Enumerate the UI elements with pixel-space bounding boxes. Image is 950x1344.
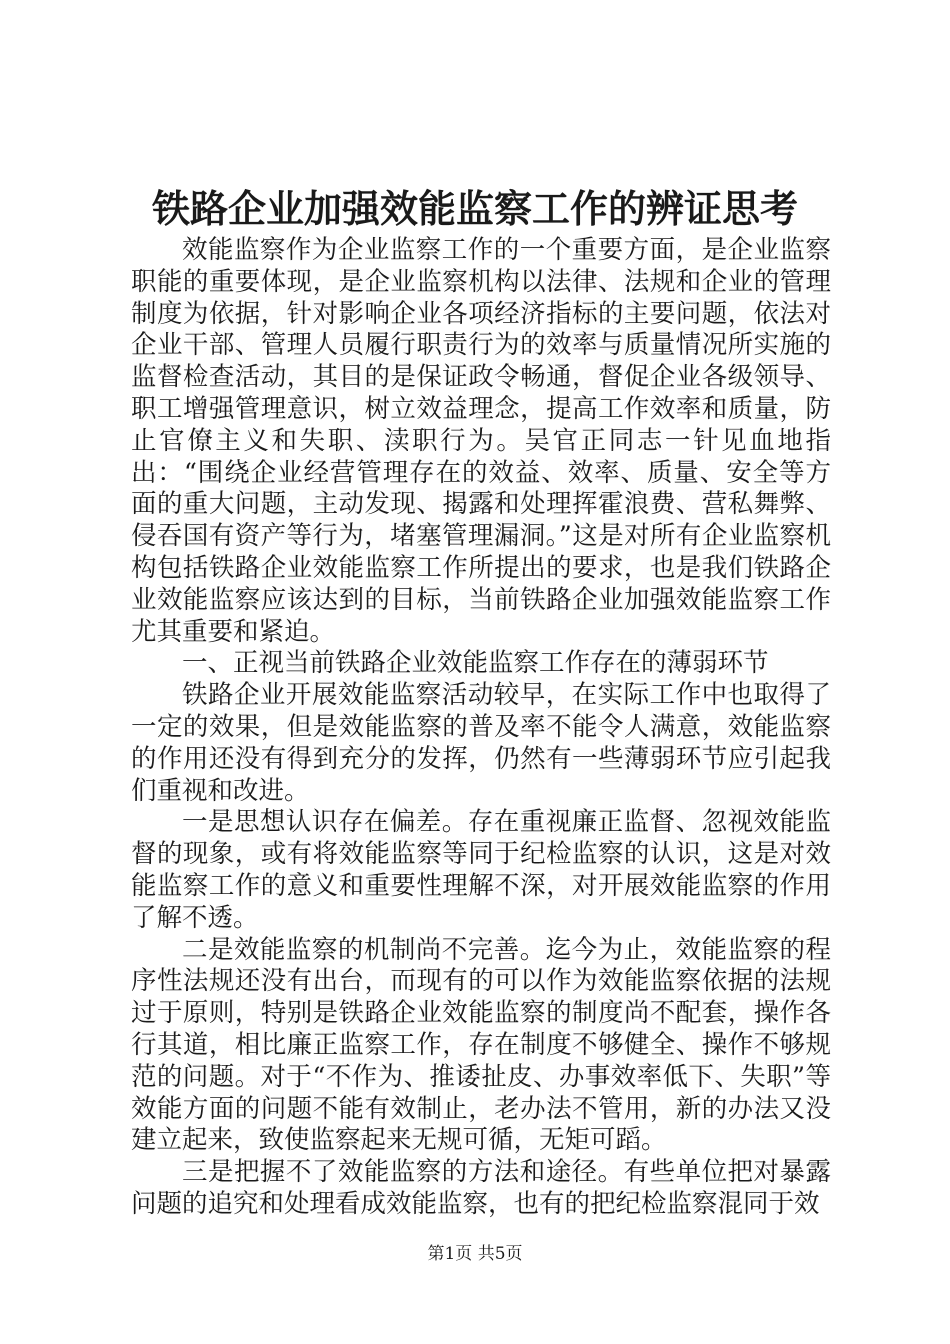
paragraph-intro: 效能监察作为企业监察工作的一个重要方面，是企业监察职能的重要体现，是企业监察机构以法律、法规和企业的管理制度为依据，针对影响企业各项经济指标的主要问题，依法对企业干部、管理人员履行职责行为的效率与质量情况所实施的监督检查活动，其目的是保证政令畅通，督促企业各级领导、职工增强管理意识，树立效益理念，提高工作效率和质量，防止官僚主义和失职、渎职行为。吴官正同志一针见血地指出：“围绕企业经营管理存在的效益、效率、质量、安全等方面的重大问题，主动发现、揭露和处理挥霍浪费、营私舞弊、侵吞国有资产等行为，堵塞管理漏洞。”这是对所有企业监察机构包括铁路企业效能监察工作所提出的要求，也是我们铁路企业效能监察应该达到的目标，当前铁路企业加强效能监察工作尤其重要和紧迫。 xyxy=(131,235,831,647)
paragraph-point-1: 一是思想认识存在偏差。存在重视廉正监督、忽视效能监督的现象，或有将效能监察等同于纪检监察的认识，这是对效能监察工作的意义和重要性理解不深，对开展效能监察的作用了解不透。 xyxy=(131,807,831,933)
paragraph-point-3: 三是把握不了效能监察的方法和途径。有些单位把对暴露问题的追究和处理看成效能监察，也有的把纪检监察混同于效 xyxy=(131,1157,831,1219)
document-body xyxy=(131,235,831,1221)
section-heading-1: 一、正视当前铁路企业效能监察工作存在的薄弱环节 xyxy=(182,648,769,679)
paragraph-point-2: 二是效能监察的机制尚不完善。迄今为止，效能监察的程序性法规还没有出台，而现有的可以作为效能监察依据的法规过于原则，特别是铁路企业效能监察的制度尚不配套，操作各行其道，相比廉正监察工作，存在制度不够健全、操作不够规范的问题。对于“不作为、推诿扯皮、办事效率低下、失职”等效能方面的问题不能有效制止，老办法不管用，新的办法又没建立起来，致使监察起来无规可循，无矩可蹈。 xyxy=(131,934,831,1156)
page-number-footer: 第1页 共5页 xyxy=(427,1244,523,1264)
document-title: 铁路企业加强效能监察工作的辨证思考 xyxy=(151,186,798,231)
paragraph-overview: 铁路企业开展效能监察活动较早，在实际工作中也取得了一定的效果，但是效能监察的普及率不能令人满意，效能监察的作用还没有得到充分的发挥，仍然有一些薄弱环节应引起我们重视和改进。 xyxy=(131,680,831,806)
